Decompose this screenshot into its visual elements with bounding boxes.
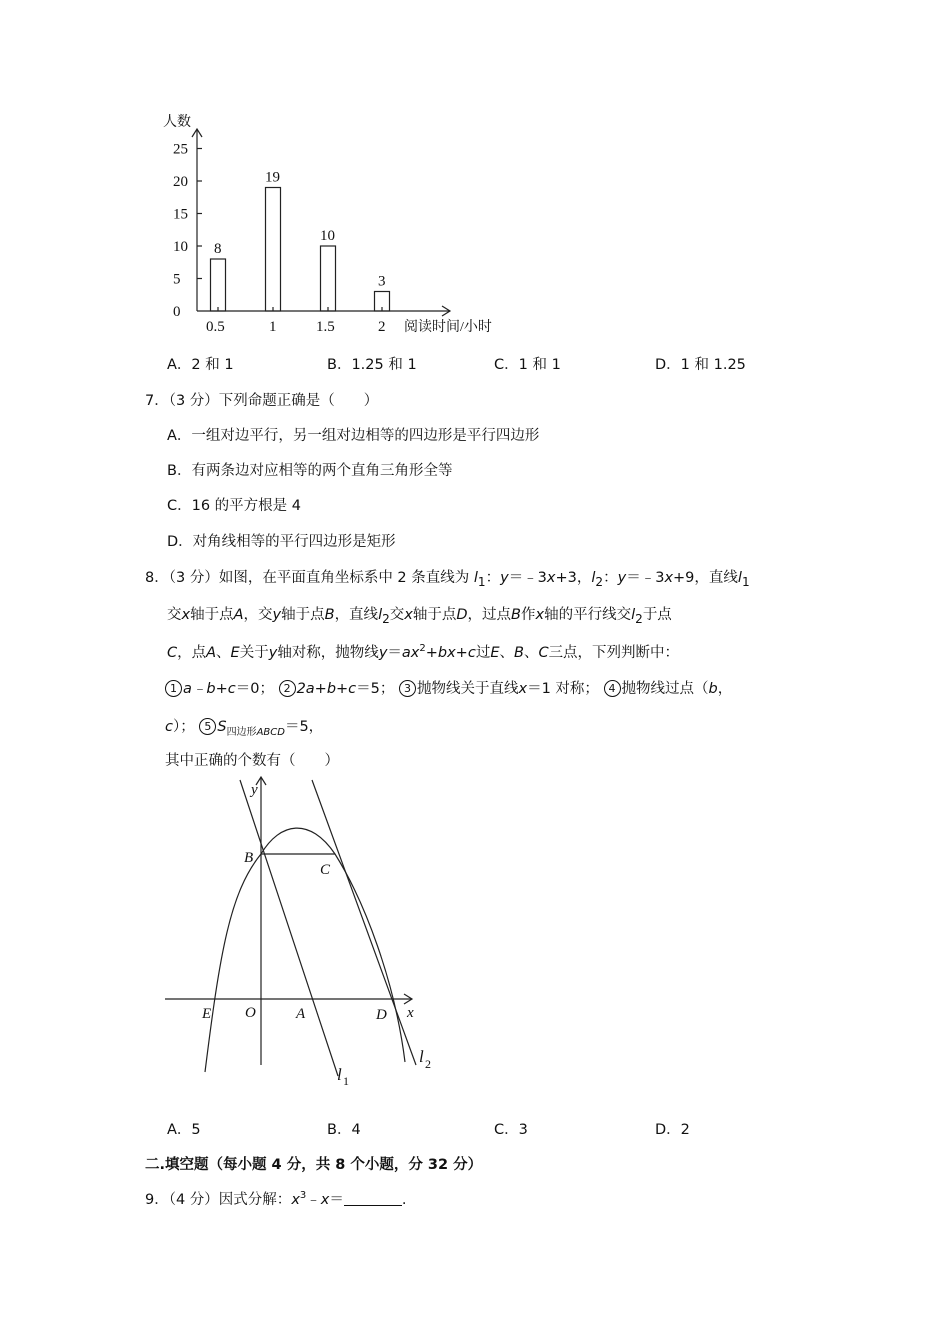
x-axis-label: 阅读时间/小时 xyxy=(404,320,492,335)
q6-option-d[interactable]: D．1 和 1.25 xyxy=(655,357,746,373)
q8-option-b[interactable]: B．4 xyxy=(327,1122,361,1138)
q8-line2: 交x轴于点A，交y轴于点B，直线$l_2$交x轴于点D，过点B作x轴的平行线交$l_2$于点 xyxy=(167,607,672,626)
label-l2-sub: 2 xyxy=(425,1057,431,1071)
label-l1-sub: 1 xyxy=(343,1074,349,1088)
bar xyxy=(321,246,336,311)
bar-value-label: 19 xyxy=(265,169,280,186)
label-c: C xyxy=(320,862,331,878)
q8-figure xyxy=(160,772,450,1088)
q8-option-c[interactable]: C．3 xyxy=(494,1122,528,1138)
y-tick-label: 5 xyxy=(173,271,181,288)
q7-stem: 7．（3 分）下列命题正确是（ ） xyxy=(145,393,379,409)
bar-value-label: 10 xyxy=(320,228,335,244)
q6-option-a[interactable]: A．2 和 1 xyxy=(167,357,234,373)
q7-option-c[interactable]: C．16 的平方根是 4 xyxy=(167,498,302,514)
label-b: B xyxy=(244,850,254,866)
label-d: D xyxy=(376,1007,387,1023)
bar-chart xyxy=(150,108,530,340)
q8-judgments: 1 a﹣b+c＝0； 2 2a+b+c＝5； 3 抛物线关于直线x＝1 对称； 4 抛物线过点（b， xyxy=(165,677,732,698)
q6-option-b[interactable]: B．1.25 和 1 xyxy=(327,357,417,373)
bar-value-label: 3 xyxy=(378,273,386,290)
q8-line1: 8．（3 分）如图，在平面直角坐标系中 2 条直线为 $l_1$：y＝﹣3x+3，$l_2$：y＝﹣3x+9，直线$l_1$ xyxy=(145,570,750,589)
label-x: x xyxy=(407,1005,414,1021)
bar xyxy=(211,259,226,311)
bar xyxy=(266,188,281,312)
y-tick-label: 25 xyxy=(173,141,188,158)
y-axis-label: 人数 xyxy=(163,115,191,130)
q8-ask: 其中正确的个数有（ ） xyxy=(165,753,339,769)
q8-option-a[interactable]: A．5 xyxy=(167,1122,201,1138)
parabola xyxy=(205,828,405,1072)
bar-value-label: 8 xyxy=(214,241,222,257)
q8-option-d[interactable]: D．2 xyxy=(655,1122,690,1138)
y-tick-label: 15 xyxy=(173,206,188,223)
x-tick-label: 1 xyxy=(269,319,277,335)
q8-judgments-cont: c）； 5 $S_{四边形ABCD}=5$， xyxy=(165,719,324,738)
line-l1 xyxy=(240,780,338,1076)
label-y: y xyxy=(251,782,258,798)
label-e: E xyxy=(202,1006,212,1022)
q8-line3: C，点A、E关于y轴对称，抛物线$y=ax^2+bx+c$过E、B、C三点，下列判断中： xyxy=(167,643,680,661)
q7-option-b[interactable]: B．有两条边对应相等的两个直角三角形全等 xyxy=(167,463,453,479)
y-tick-label: 0 xyxy=(173,304,181,320)
label-o: O xyxy=(245,1005,256,1021)
label-a: A xyxy=(296,1006,306,1022)
q9-answer-blank[interactable] xyxy=(344,1191,402,1206)
q7-option-d[interactable]: D．对角线相等的平行四边形是矩形 xyxy=(167,534,396,550)
x-tick-label: 0.5 xyxy=(206,319,225,335)
label-l2: l xyxy=(419,1047,424,1066)
q9-stem: 9．（4 分）因式分解：$x^3﹣x=$ . xyxy=(145,1190,407,1208)
q6-option-c[interactable]: C．1 和 1 xyxy=(494,357,561,373)
line-l2 xyxy=(312,780,416,1065)
x-tick-label: 1.5 xyxy=(316,319,335,335)
y-tick-label: 20 xyxy=(173,174,188,190)
section-2-heading: 二.填空题（每小题 4 分，共 8 个小题，分 32 分） xyxy=(145,1157,483,1173)
y-tick-label: 10 xyxy=(173,239,188,255)
q7-option-a[interactable]: A．一组对边平行，另一组对边相等的四边形是平行四边形 xyxy=(167,428,540,444)
label-l1: l xyxy=(337,1065,342,1084)
x-tick-label: 2 xyxy=(378,319,386,335)
